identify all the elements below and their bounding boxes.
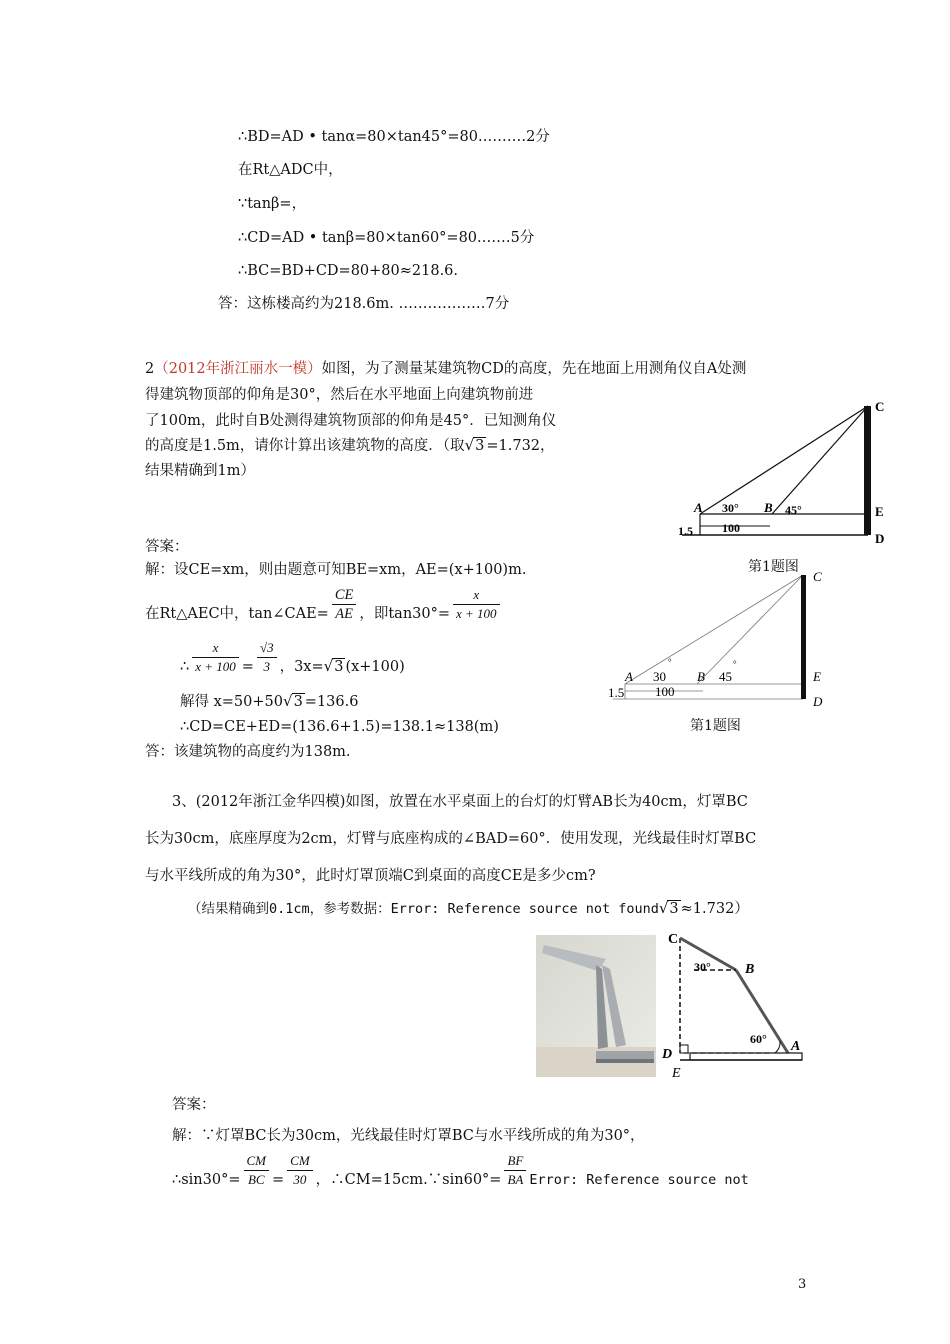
problem-2-line3: 了100m，此时自B处测得建筑物顶部的仰角是45°．已知测角仪 (145, 413, 557, 429)
label-e: E (875, 504, 884, 519)
label-e: E (813, 669, 821, 684)
lamp-photo (536, 935, 656, 1077)
problem-3-line2: 长为30cm，底座厚度为2cm，灯臂与底座构成的∠BAD=60°．使用发现，光线最佳时灯罩BC (145, 831, 757, 847)
dist-label: 100 (722, 521, 740, 535)
angle-30: 30° (722, 501, 739, 515)
solution-line: ∴BD=AD • tanα=80×tan45°=80.………2分 (238, 129, 550, 145)
answer-line: 答：这栋楼高约为218.6m. ………………7分 (218, 296, 510, 312)
svg-text:°: ° (668, 657, 672, 667)
solution-line: 解：∵灯罩BC长为30cm，光线最佳时灯罩BC与水平线所成的角为30°， (172, 1128, 645, 1144)
label-e: E (672, 1066, 681, 1080)
label-d: D (662, 1047, 673, 1062)
solution-line: ∴sin30°= $\frac{CM}{BC}$ = $\frac{CM}{30}$ ，∴CM=15cm.∵sin60°= $\frac{BF}{BA}$ Error: Reference source not (172, 1152, 749, 1188)
solution-line: ∴CD=CE+ED=(136.6+1.5)=138.1≈138(m) (180, 719, 499, 735)
problem-source: （2012年浙江丽水一模） (154, 361, 322, 377)
label-b: B (745, 962, 755, 977)
label-d: D (875, 531, 885, 546)
angle-45: 45 (719, 669, 732, 684)
answer-line: 答：该建筑物的高度约为138m. (145, 744, 351, 760)
height-label: 1.5 (678, 524, 693, 538)
solution-line: 解得 x=50+50√3 =136.6 (180, 692, 359, 710)
solution-line: ∴ $\frac{x}{x + 100}$ = $\frac{√3}{3}$ ，3x=√3 (x+100) (180, 639, 405, 675)
label-b: B (697, 669, 705, 684)
problem-2-line4: 的高度是1.5m，请你计算出该建筑物的高度．（取√3 =1.732， (145, 436, 555, 454)
svg-text:°: ° (733, 659, 737, 669)
problem-2-line1: 2（2012年浙江丽水一模）如图，为了测量某建筑物CD的高度，先在地面上用测角仪自A处测 (145, 361, 747, 377)
figure-building-1 (672, 396, 902, 546)
answer-label: 答案： (145, 539, 189, 555)
solution-line: 在Rt△AEC中，tan∠CAE= $\frac{CE}{AE}$ ，即tan30°= $\frac{x}{x + 100}$ (145, 604, 503, 624)
figure-lamp (660, 925, 810, 1080)
label-c: C (813, 569, 822, 584)
label-b: B (764, 500, 773, 515)
solution-line: ∴CD=AD • tanβ=80×tan60°=80.……5分 (238, 230, 535, 246)
problem-3-line1: 3、(2012年浙江金华四模)如图，放置在水平桌面上的台灯的灯臂AB长为40cm，灯罩BC (172, 794, 748, 810)
solution-line: ∴BC=BD+CD=80+80≈218.6. (238, 263, 459, 279)
angle-30: 30° (694, 960, 711, 974)
label-a: A (694, 500, 703, 515)
label-a: A (791, 1039, 801, 1054)
page-number: 3 (798, 1277, 807, 1292)
angle-30: 30 (653, 669, 666, 684)
label-c: C (875, 399, 885, 414)
problem-3-line3: 与水平线所成的角为30°，此时灯罩顶端C到桌面的高度CE是多少cm? (145, 868, 596, 884)
figure-caption: 第1题图 (748, 559, 799, 575)
label-c: C (668, 932, 679, 947)
figure-caption: 第1题图 (690, 718, 741, 734)
problem-2-line2: 得建筑物顶部的仰角是30°，然后在水平地面上向建筑物前进 (145, 387, 534, 403)
label-d: D (813, 694, 823, 709)
height-label: 1.5 (608, 685, 625, 700)
dist-label: 100 (655, 684, 675, 699)
answer-label: 答案： (172, 1097, 216, 1113)
problem-3-line4: （结果精确到0.1cm，参考数据：Error: Reference source not found√3 ≈1.732） (188, 899, 749, 917)
angle-60: 60° (750, 1032, 767, 1046)
solution-line: ∵tanβ=， (238, 196, 307, 212)
label-a: A (625, 669, 633, 684)
figure-building-2 (605, 563, 835, 713)
angle-45: 45° (785, 503, 802, 517)
solution-line: 在Rt△ADC中， (238, 162, 343, 178)
solution-line: 解：设CE=xm，则由题意可知BE=xm，AE=(x+100)m. (145, 562, 527, 578)
problem-2-line5: 结果精确到1m） (145, 463, 255, 479)
